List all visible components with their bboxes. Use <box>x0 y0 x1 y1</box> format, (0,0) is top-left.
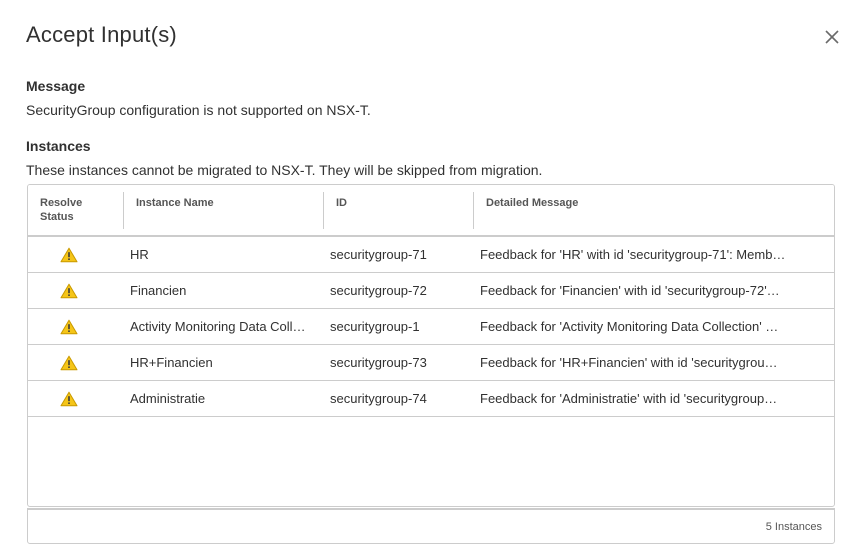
grid-header <box>28 185 834 237</box>
warning-icon <box>60 247 78 263</box>
table-row[interactable] <box>28 345 834 381</box>
warning-icon <box>60 319 78 335</box>
close-icon[interactable] <box>822 27 842 47</box>
column-header-resolve-status-line1: Resolve <box>40 197 83 209</box>
instance-name-cell: Financien <box>130 283 187 298</box>
instances-label: Instances <box>26 138 91 154</box>
instances-text: These instances cannot be migrated to NSX-T. They will be skipped from migration. <box>26 162 543 178</box>
id-cell: securitygroup-1 <box>330 319 420 334</box>
column-header-resolve-status[interactable] <box>28 185 124 235</box>
detailed-message-cell: Feedback for 'Administratie' with id 'securitygroup… <box>480 391 778 406</box>
id-cell: securitygroup-73 <box>330 355 427 370</box>
warning-icon <box>60 391 78 407</box>
column-header-instance-name[interactable]: Instance Name <box>136 197 214 209</box>
warning-icon <box>60 283 78 299</box>
dialog-title: Accept Input(s) <box>26 22 177 47</box>
warning-icon <box>60 355 78 371</box>
table-row[interactable] <box>28 309 834 345</box>
message-label: Message <box>26 78 86 94</box>
column-header-resolve-status-line2: Status <box>40 211 74 223</box>
table-row[interactable] <box>28 381 834 417</box>
table-row[interactable] <box>28 273 834 309</box>
id-cell: securitygroup-74 <box>330 391 427 406</box>
message-text: SecurityGroup configuration is not supported on NSX-T. <box>26 102 371 118</box>
id-cell: securitygroup-71 <box>330 247 427 262</box>
instance-name-cell: Administratie <box>130 391 206 406</box>
instance-name-cell: Activity Monitoring Data Coll… <box>130 319 306 334</box>
column-header-detailed-message[interactable]: Detailed Message <box>486 197 579 209</box>
detailed-message-cell: Feedback for 'Activity Monitoring Data Collection' … <box>480 319 779 334</box>
table-row[interactable] <box>28 237 834 273</box>
grid-footer <box>27 508 835 544</box>
detailed-message-cell: Feedback for 'HR' with id 'securitygroup-71': Memb… <box>480 247 786 262</box>
column-header-id[interactable]: ID <box>336 197 347 209</box>
instance-name-cell: HR <box>130 247 149 262</box>
detailed-message-cell: Feedback for 'Financien' with id 'securitygroup-72'… <box>480 283 780 298</box>
id-cell: securitygroup-72 <box>330 283 427 298</box>
detailed-message-cell: Feedback for 'HR+Financien' with id 'securitygrou… <box>480 355 778 370</box>
instance-name-cell: HR+Financien <box>130 355 213 370</box>
instances-grid <box>27 184 835 507</box>
instance-count: 5 Instances <box>765 521 822 533</box>
